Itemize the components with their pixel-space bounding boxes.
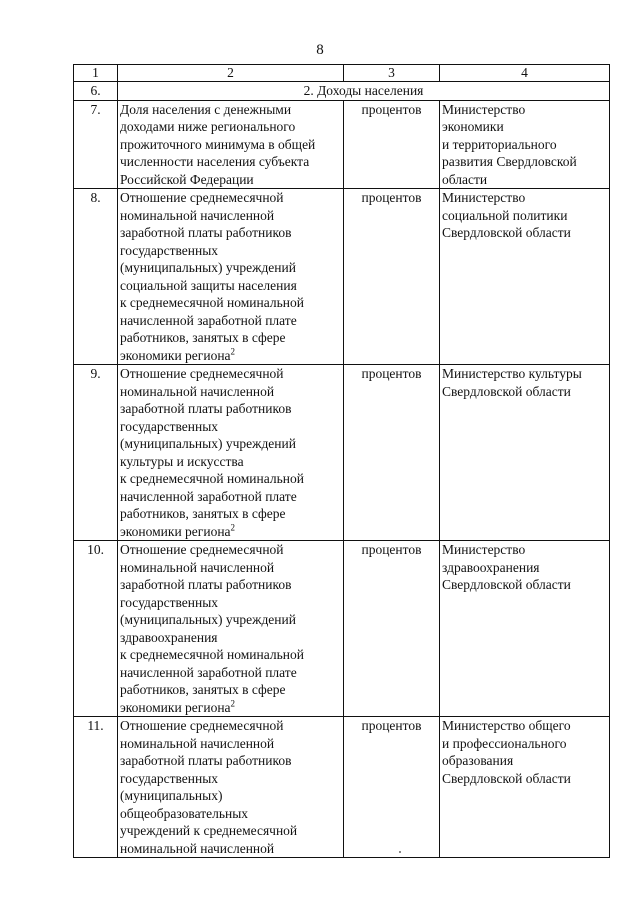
column-number-1: 1 — [74, 65, 118, 82]
section-row — [74, 82, 610, 101]
indicator-text: Доля населения с денежными доходами ниже регионального прожиточного минимума в общей численности населения субъекта Российской Федерации — [120, 101, 316, 187]
indicator-text: Отношение среднемесячной номинальной начисленной заработной платы работников государственных (муниципальных) общеобразовательных учреждений к среднемесячной номинальной начисленной — [120, 718, 298, 856]
indicator-cell — [118, 717, 344, 858]
unit-cell: процентов — [344, 717, 440, 858]
responsible-body-cell: Министерство здравоохранения Свердловской области — [440, 541, 610, 717]
table-row — [74, 541, 610, 717]
row-number: 9. — [74, 365, 118, 541]
row-number: 11. — [74, 717, 118, 858]
responsible-body-cell: Министерство социальной политики Свердловской области — [440, 189, 610, 365]
unit-cell: процентов — [344, 189, 440, 365]
indicator-text: Отношение среднемесячной номинальной начисленной заработной платы работников государственных (муниципальных) учреждений здравоохранения к среднемесячной номинальной начисленной заработной плате работников, занятых в сфере экономики региона — [120, 542, 304, 715]
indicator-cell — [118, 100, 344, 189]
indicator-cell — [118, 365, 344, 541]
responsible-body-cell: Министерство экономики и территориального развития Свердловской области — [440, 100, 610, 189]
table-body — [74, 100, 610, 858]
unit-cell: процентов — [344, 100, 440, 189]
scan-speck — [399, 851, 401, 853]
footnote-marker: 2 — [230, 346, 236, 356]
table-row — [74, 717, 610, 858]
indicator-cell — [118, 189, 344, 365]
indicator-text: Отношение среднемесячной номинальной начисленной заработной платы работников государственных (муниципальных) учреждений социальной защиты населения к среднемесячной номинальной начисленной заработной плате работников, занятых в сфере экономики региона — [120, 190, 304, 363]
section-title: 2. Доходы населения — [118, 82, 610, 101]
footnote-marker: 2 — [230, 698, 236, 708]
responsible-body-cell: Министерство культуры Свердловской области — [440, 365, 610, 541]
row-number: 8. — [74, 189, 118, 365]
indicator-cell — [118, 541, 344, 717]
page-number: 8 — [316, 42, 324, 58]
column-number-3: 3 — [344, 65, 440, 82]
indicators-table — [73, 64, 610, 858]
unit-cell: процентов — [344, 541, 440, 717]
responsible-body-cell: Министерство общего и профессионального образования Свердловской области — [440, 717, 610, 858]
unit-cell: процентов — [344, 365, 440, 541]
row-number: 7. — [74, 100, 118, 189]
column-number-row — [74, 65, 610, 82]
footnote-marker: 2 — [230, 522, 236, 532]
row-number: 10. — [74, 541, 118, 717]
column-number-2: 2 — [118, 65, 344, 82]
table-row — [74, 365, 610, 541]
section-number: 6. — [74, 82, 118, 101]
table-row — [74, 189, 610, 365]
indicator-text: Отношение среднемесячной номинальной начисленной заработной платы работников государственных (муниципальных) учреждений культуры и искусства к среднемесячной номинальной начисленной заработной плате работников, занятых в сфере экономики региона — [120, 366, 304, 539]
column-number-4: 4 — [440, 65, 610, 82]
table-row — [74, 100, 610, 189]
